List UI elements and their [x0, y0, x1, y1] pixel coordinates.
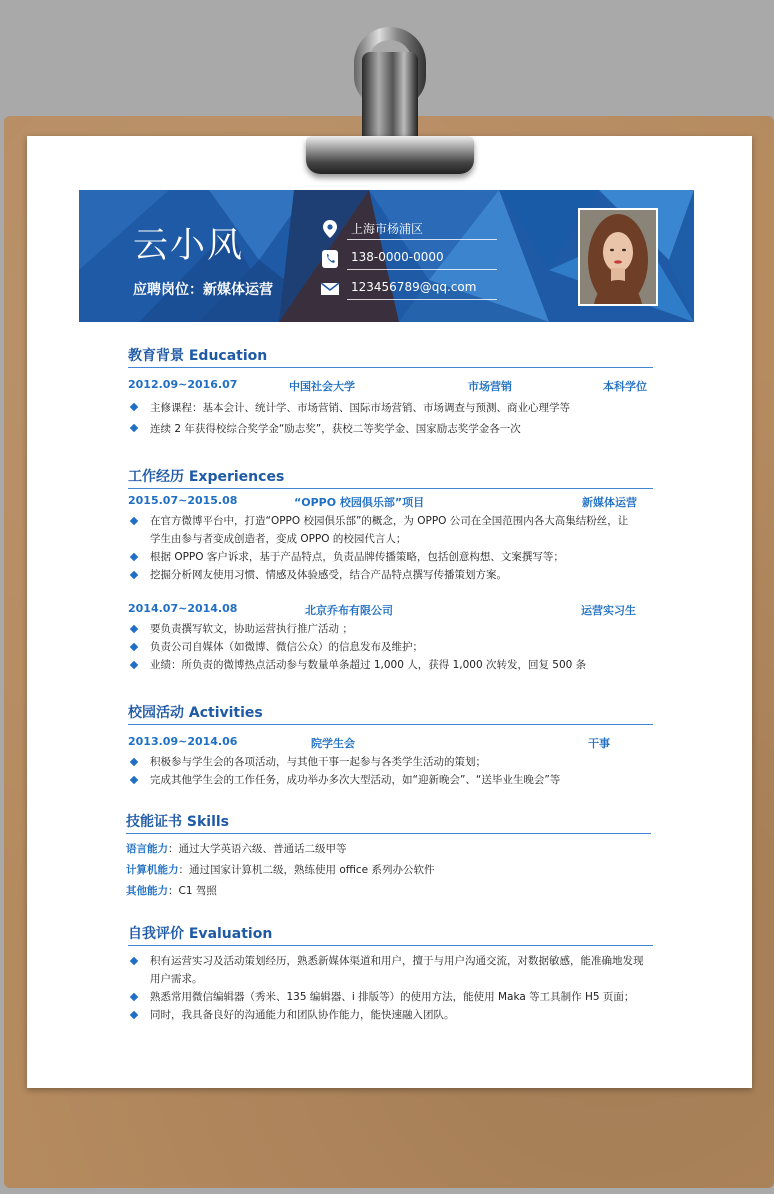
- list-item-continuation: 学生由参与者变成创造者，变成 OPPO 的校园代言人；: [150, 533, 407, 545]
- education-degree: 本科学位: [603, 380, 647, 393]
- section-divider: [128, 488, 653, 489]
- contact-underline: [347, 269, 497, 270]
- mail-icon: [319, 278, 341, 300]
- list-item: 熟悉常用微信编辑器（秀米、135 编辑器、i 排版等）的使用方法，能使用 Maka 等工具制作 H5 页面；: [128, 988, 653, 1006]
- job-period: 2014.07~2014.08: [128, 602, 238, 615]
- skill-value: ：C1 驾照: [168, 885, 217, 897]
- section-skills: [126, 812, 651, 902]
- email-text: 123456789@qq.com: [351, 280, 477, 294]
- contact-address: [319, 218, 497, 240]
- list-item-continuation: 用户需求。: [150, 973, 203, 985]
- education-major: 市场营销: [468, 380, 512, 393]
- list-item: 根据 OPPO 客户诉求，基于产品特点，负责品牌传播策略，包括创意构想、文案撰写等；: [128, 548, 653, 566]
- skill-row: [126, 881, 651, 902]
- skill-label: 计算机能力: [126, 864, 179, 876]
- activity-org: 院学生会: [311, 737, 355, 750]
- section-divider: [128, 367, 653, 368]
- location-pin-icon: [319, 218, 341, 240]
- candidate-name: 云小风: [133, 226, 245, 266]
- skill-label: 语言能力: [126, 843, 168, 855]
- section-divider: [128, 724, 653, 725]
- job-header-row: [128, 602, 653, 620]
- section-title: 自我评价 Evaluation: [128, 926, 273, 942]
- section-evaluation: [128, 924, 653, 1024]
- job-role: 新媒体运营: [582, 496, 637, 509]
- skill-label: 其他能力: [126, 885, 168, 897]
- list-item: 负责公司自媒体（如微博、微信公众）的信息发布及维护；: [128, 638, 653, 656]
- list-item: 连续 2 年获得校综合奖学金“励志奖”，获校二等奖学金、国家励志奖学金各一次: [128, 419, 653, 440]
- activity-role: 干事: [588, 737, 610, 750]
- list-item: 要负责撰写软文，协助运营执行推广活动 ；: [128, 620, 653, 638]
- activity-period: 2013.09~2014.06: [128, 735, 238, 748]
- contact-email: [319, 278, 497, 300]
- portrait-image: [580, 210, 656, 304]
- skill-row: [126, 839, 651, 860]
- education-period: 2012.09~2016.07: [128, 378, 238, 391]
- section-activities: [128, 703, 653, 789]
- section-title: 技能证书 Skills: [126, 814, 229, 830]
- skill-value: ：通过国家计算机二级，熟练使用 office 系列办公软件: [178, 864, 435, 876]
- job-period: 2015.07~2015.08: [128, 494, 238, 507]
- list-item: 业绩：所负责的微博热点活动参与数量单条超过 1,000 人，获得 1,000 次转发，回复 500 条: [128, 656, 653, 674]
- resume-header-banner: [79, 190, 694, 322]
- education-list: [128, 398, 653, 440]
- binder-clip-base: [306, 136, 474, 174]
- skill-row: [126, 860, 651, 881]
- phone-text: 138-0000-0000: [351, 250, 444, 264]
- list-item: 主修课程：基本会计、统计学、市场营销、国际市场营销、市场调查与预测、商业心理学等: [128, 398, 653, 419]
- section-education: [128, 346, 653, 440]
- binder-clip-body: [362, 52, 418, 140]
- job-org: “OPPO 校园俱乐部”项目: [294, 496, 425, 509]
- job-duty-list: [128, 620, 653, 674]
- section-title: 教育背景 Education: [128, 348, 268, 364]
- education-school: 中国社会大学: [289, 380, 355, 393]
- list-item: 积有运营实习及活动策划经历，熟悉新媒体渠道和用户，擅于与用户沟通交流，对数据敏感，能准确地发现: [128, 952, 653, 970]
- skill-value: ：通过大学英语六级、普通话二级甲等: [168, 843, 347, 855]
- skills-list: [126, 839, 651, 902]
- phone-icon: [319, 248, 341, 270]
- job-role: 运营实习生: [581, 604, 636, 617]
- list-item: 同时，我具备良好的沟通能力和团队协作能力，能快速融入团队。: [128, 1006, 653, 1024]
- job-duty-list: [128, 512, 653, 584]
- list-item: 积极参与学生会的各项活动，与其他干事一起参与各类学生活动的策划；: [128, 753, 653, 771]
- list-item: 在官方微博平台中，打造“OPPO 校园俱乐部”的概念，为 OPPO 公司在全国范围内各大高集结粉丝，让: [128, 512, 653, 530]
- activity-header-row: [128, 735, 653, 753]
- section-title: 工作经历 Experiences: [128, 469, 285, 485]
- contact-underline: [347, 299, 497, 300]
- evaluation-list: [128, 952, 653, 1024]
- applied-position: 应聘岗位：新媒体运营: [133, 282, 273, 298]
- job-header-row: [128, 494, 653, 512]
- profile-photo: [578, 208, 658, 306]
- list-item: 挖掘分析网友使用习惯、情感及体验感受，结合产品特点撰写传播策划方案。: [128, 566, 653, 584]
- section-experience: [128, 467, 653, 674]
- section-title: 校园活动 Activities: [128, 705, 263, 721]
- contact-phone: [319, 248, 497, 270]
- contact-underline: [347, 239, 497, 240]
- section-divider: [126, 833, 651, 834]
- education-header-row: [128, 378, 653, 396]
- section-divider: [128, 945, 653, 946]
- job-org: 北京乔布有限公司: [305, 604, 393, 617]
- list-item: 完成其他学生会的工作任务，成功举办多次大型活动，如“迎新晚会”、“送毕业生晚会”等: [128, 771, 653, 789]
- address-text: 上海市杨浦区: [351, 222, 424, 236]
- activity-list: [128, 753, 653, 789]
